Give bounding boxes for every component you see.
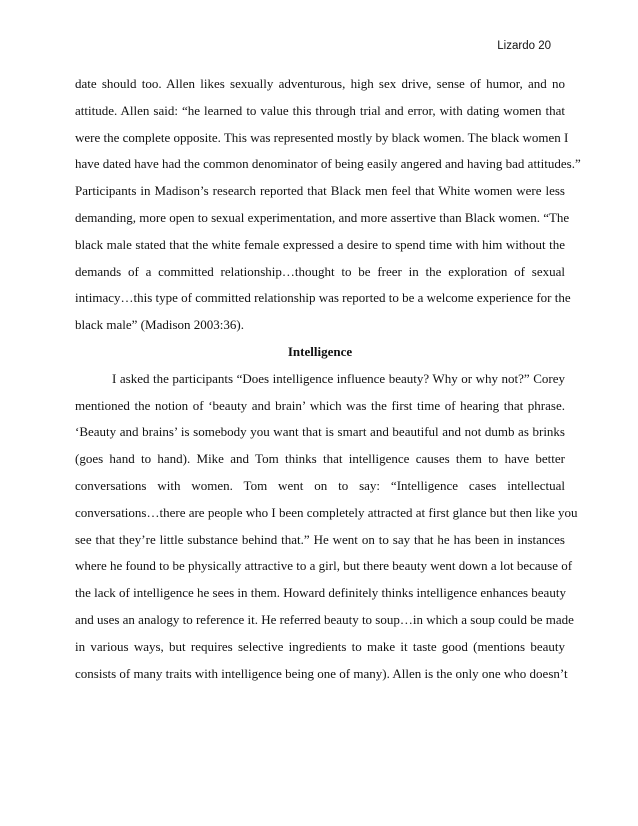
- text-line: date should too. Allen likes sexually adventurous, high sex drive, sense of humor, and no: [75, 76, 565, 91]
- text-line: (goes hand to hand). Mike and Tom thinks that intelligence causes them to have better: [75, 451, 565, 467]
- text-line: attitude. Allen said: “he learned to value this through trial and error, with dating women that: [75, 102, 565, 118]
- text-line: in various ways, but requires selective ingredients to make it taste good (mentions beauty: [75, 638, 565, 654]
- text-line: and uses an analogy to reference it. He referred beauty to soup…in which a soup could be made: [75, 611, 574, 627]
- text-line: were the complete opposite. This was represented mostly by black women. The black women I: [75, 129, 569, 145]
- text-line: consists of many traits with intelligence being one of many). Allen is the only one who doesn’t: [75, 665, 568, 681]
- section-heading: Intelligence: [287, 343, 353, 359]
- text-line: I asked the participants “Does intelligence influence beauty? Why or why not?” Corey: [112, 370, 565, 386]
- text-line: mentioned the notion of ‘beauty and brain’ which was the first time of hearing that phrase.: [75, 397, 565, 413]
- text-line: black male” (Madison 2003:36).: [75, 317, 244, 333]
- paragraph-1: [75, 71, 581, 339]
- text-line: Participants in Madison’s research reported that Black men feel that White women were less: [75, 183, 565, 199]
- text-line: ‘Beauty and brains’ is somebody you want that is smart and beautiful and not dumb as brinks: [75, 424, 565, 440]
- text-line: demands of a committed relationship…thought to be freer in the exploration of sexual: [75, 263, 565, 279]
- paragraph-2: [75, 366, 578, 688]
- body-text: [75, 71, 581, 687]
- text-line: where he found to be physically attractive to a girl, but there beauty went down a lot because of: [75, 558, 573, 574]
- text-line: the lack of intelligence he sees in them. Howard definitely thinks intelligence enhances beauty: [75, 585, 566, 601]
- text-line: intimacy…this type of committed relationship was reported to be a welcome experience for the: [75, 290, 571, 306]
- text-line: demanding, more open to sexual experimentation, and more assertive than Black women. “The: [75, 209, 570, 225]
- text-line: see that they’re little substance behind that.” He went on to say that he has been in instances: [75, 531, 565, 547]
- text-line: black male stated that the white female expressed a desire to spend time with him without the: [75, 236, 565, 252]
- running-head: Lizardo 20: [497, 40, 551, 52]
- text-line: have dated have had the common denominator of being easily angered and having bad attitudes.”: [75, 156, 581, 172]
- text-line: conversations with women. Tom went on to say: “Intelligence cases intellectual: [75, 477, 565, 493]
- text-line: conversations…there are people who I been completely attracted at first glance but then like you: [75, 504, 578, 520]
